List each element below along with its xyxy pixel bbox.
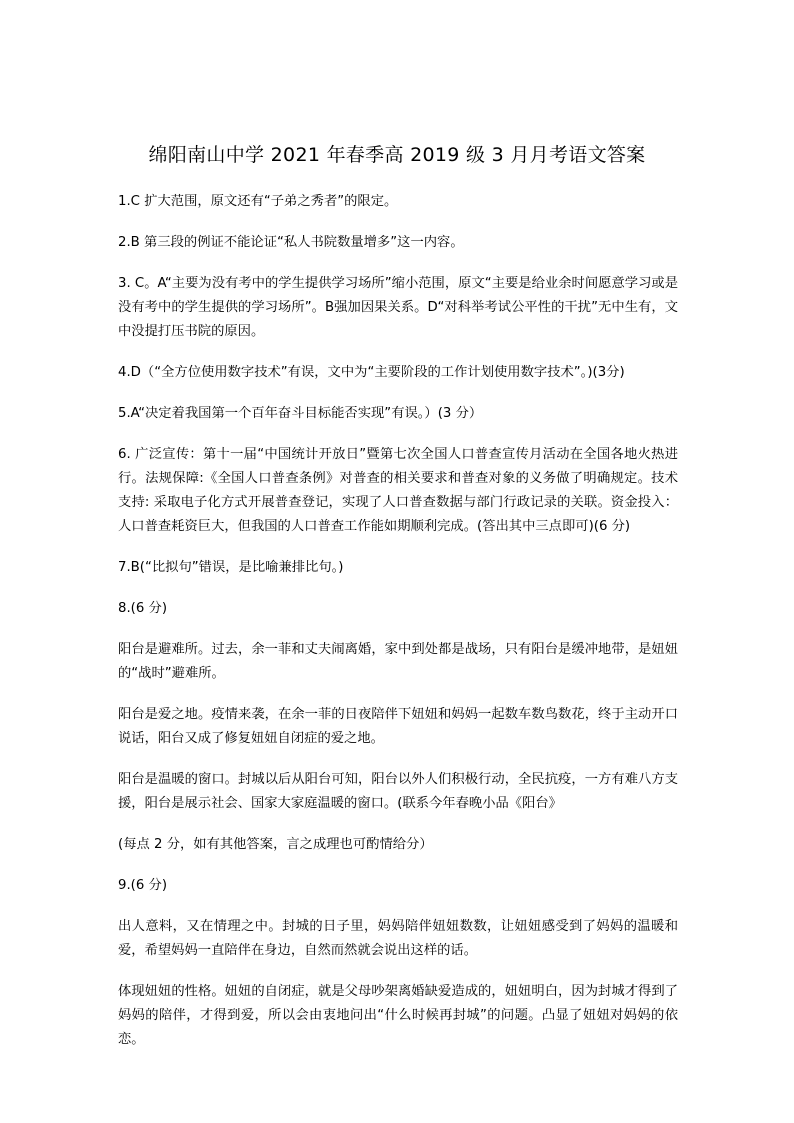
answer-8-scoring-note: (每点 2 分，如有其他答案，言之成理也可酌情给分） <box>118 837 433 852</box>
answer-2: 2.B 第三段的例证不能论证“私人书院数量增多”这一内容。 <box>118 235 464 250</box>
answer-3: 3. C。A“主要为没有考中的学生提供学习场所”缩小范围，原文“主要是给业余时间愿意学习或是没有考中的学生提供的学习场所”。B强加因果关系。D“对科举考试公平性的干扰”无中生有，文中没提打压书院的原因。 <box>118 276 678 339</box>
answer-9-point-1: 出人意料，又在情理之中。封城的日子里，妈妈陪伴妞妞数数，让妞妞感受到了妈妈的温暖和爱，希望妈妈一直陪伴在身边，自然而然就会说出这样的话。 <box>118 919 678 958</box>
answer-1: 1.C 扩大范围，原文还有“子弟之秀者”的限定。 <box>118 194 398 209</box>
answer-8-heading: 8.(6 分) <box>118 601 168 616</box>
answer-7: 7.B(“比拟句”错误，是比喻兼排比句。) <box>118 560 344 575</box>
answer-6: 6. 广泛宣传：第十一届“中国统计开放日”暨第七次全国人口普查宣传月活动在全国各地火热进行。法规保障:《全国人口普查条例》对普查的相关要求和普查对象的义务做了明确规定。技术支持: 采取电子化方式开展普查登记，实现了人口普查数据与部门行政记录的关联。资金投入：人口普查耗资巨大，但我国的人口普查工作能如期顺利完成。(答出其中三点即可)(6 分) <box>118 447 678 534</box>
page-title: 绵阳南山中学 2021 年春季高 2019 级 3 月月考语文答案 <box>148 144 646 166</box>
answer-9-heading: 9.(6 分) <box>118 878 168 893</box>
answer-4: 4.D（“全方位使用数字技术”有误，文中为“主要阶段的工作计划使用数字技术”。)(3分) <box>118 365 625 380</box>
answer-8-point-3: 阳台是温暖的窗口。封城以后从阳台可知，阳台以外人们积极行动，全民抗疫，一方有难八方支援，阳台是展示社会、国家大家庭温暖的窗口。(联系今年春晚小品《阳台》 <box>118 772 678 811</box>
answer-8-point-1: 阳台是避难所。过去，余一菲和丈夫闹离婚，家中到处都是战场，只有阳台是缓冲地带，是妞妞的“战时”避难所。 <box>118 642 678 681</box>
answer-5: 5.A“决定着我国第一个百年奋斗目标能否实现”有误。）(3 分） <box>118 406 483 421</box>
answer-9-point-2: 体现妞妞的性格。妞妞的自闭症，就是父母吵架离婚缺爱造成的，妞妞明白，因为封城才得到了妈妈的陪伴，才得到爱，所以会由衷地问出“什么时候再封城”的问题。凸显了妞妞对妈妈的依恋。 <box>118 984 678 1047</box>
answer-8-point-2: 阳台是爱之地。疫情来袭，在余一菲的日夜陪伴下妞妞和妈妈一起数车数鸟数花，终于主动开口说话，阳台又成了修复妞妞自闭症的爱之地。 <box>118 707 678 746</box>
answer-content <box>118 190 678 1069</box>
